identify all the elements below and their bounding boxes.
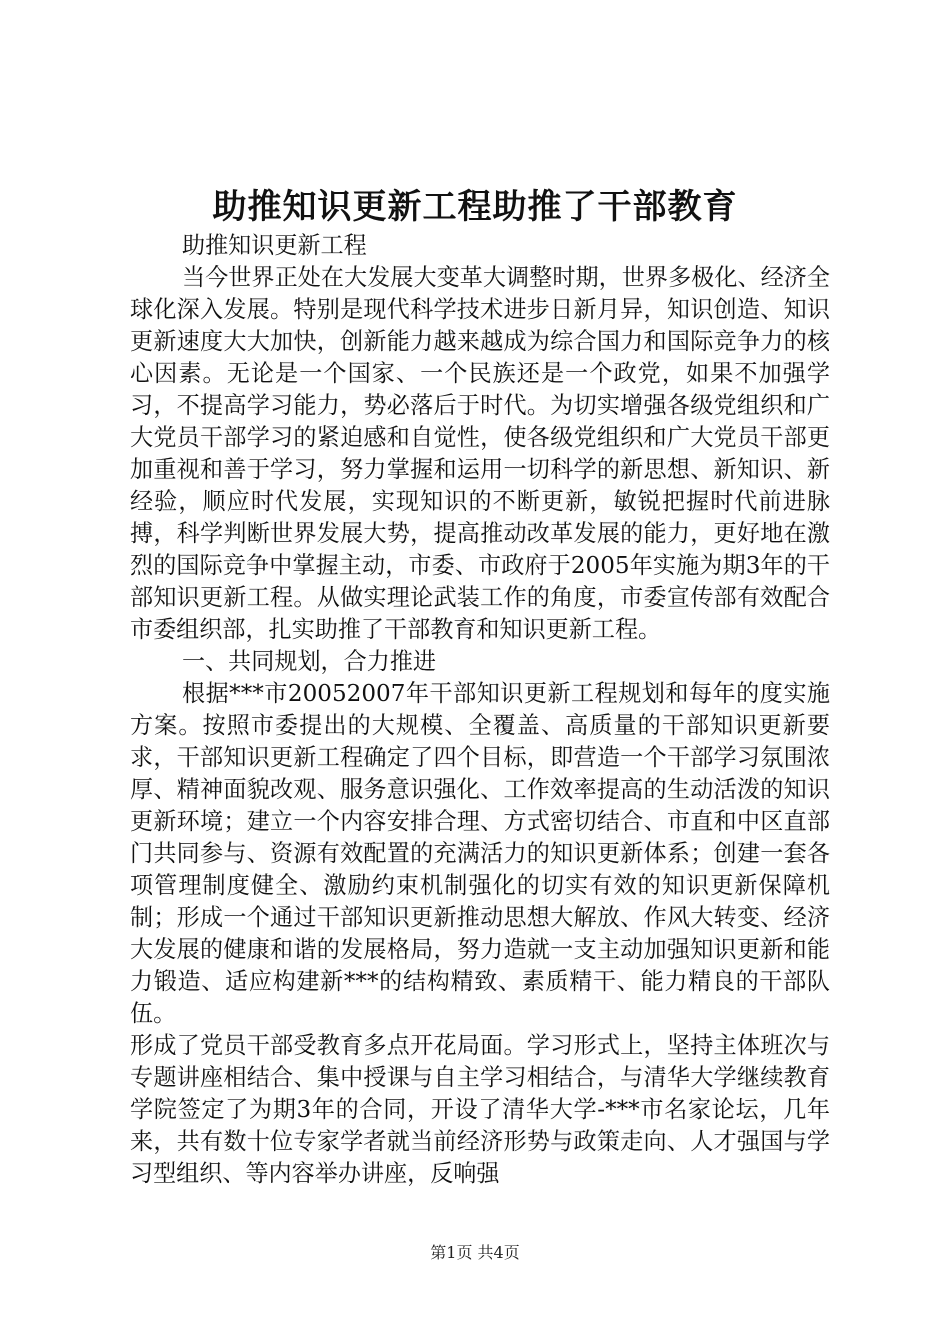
paragraph-education-forms: 形成了党员干部受教育多点开花局面。学习形式上，坚持主体班次与专题讲座相结合、集中授课与自主学习相结合，与清华大学继续教育学院签定了为期3年的合同，开设了清华大学-***市名家论坛，几年来，共有数十位专家学者就当前经济形势与政策走向、人才强国与学习型组织、等内容举办讲座，反响强 [130,1033,830,1187]
document-title: 助推知识更新工程助推了干部教育 [212,187,738,227]
document-body [130,230,830,1190]
page-number-footer: 第1页 共4页 [430,1243,520,1262]
section-heading-1: 一、共同规划，合力推进 [182,649,437,675]
paragraph-planning: 根据***市20052007年干部知识更新工程规划和每年的度实施方案。按照市委提出的大规模、全覆盖、高质量的干部知识更新要求，干部知识更新工程确定了四个目标，即营造一个干部学习氛围浓厚、精神面貌改观、服务意识强化、工作效率提高的生动活泼的知识更新环境；建立一个内容安排合理、方式密切结合、市直和中区直部门共同参与、资源有效配置的充满活力的知识更新体系；创建一套各项管理制度健全、激励约束机制强化的切实有效的知识更新保障机制；形成一个通过干部知识更新推动思想大解放、作风大转变、经济大发展的健康和谐的发展格局，努力造就一支主动加强知识更新和能力锻造、适应构建新***的结构精致、素质精干、能力精良的干部队伍。 [130,681,830,1027]
section-subtitle: 助推知识更新工程 [182,233,367,259]
paragraph-intro: 当今世界正处在大发展大变革大调整时期，世界多极化、经济全球化深入发展。特别是现代科学技术进步日新月异，知识创造、知识更新速度大大加快，创新能力越来越成为综合国力和国际竞争力的核心因素。无论是一个国家、一个民族还是一个政党，如果不加强学习，不提高学习能力，势必落后于时代。为切实增强各级党组织和广大党员干部学习的紧迫感和自觉性，使各级党组织和广大党员干部更加重视和善于学习，努力掌握和运用一切科学的新思想、新知识、新经验，顺应时代发展，实现知识的不断更新，敏锐把握时代前进脉搏，科学判断世界发展大势，提高推动改革发展的能力，更好地在激烈的国际竞争中掌握主动，市委、市政府于2005年实施为期3年的干部知识更新工程。从做实理论武装工作的角度，市委宣传部有效配合市委组织部，扎实助推了干部教育和知识更新工程。 [130,265,830,643]
